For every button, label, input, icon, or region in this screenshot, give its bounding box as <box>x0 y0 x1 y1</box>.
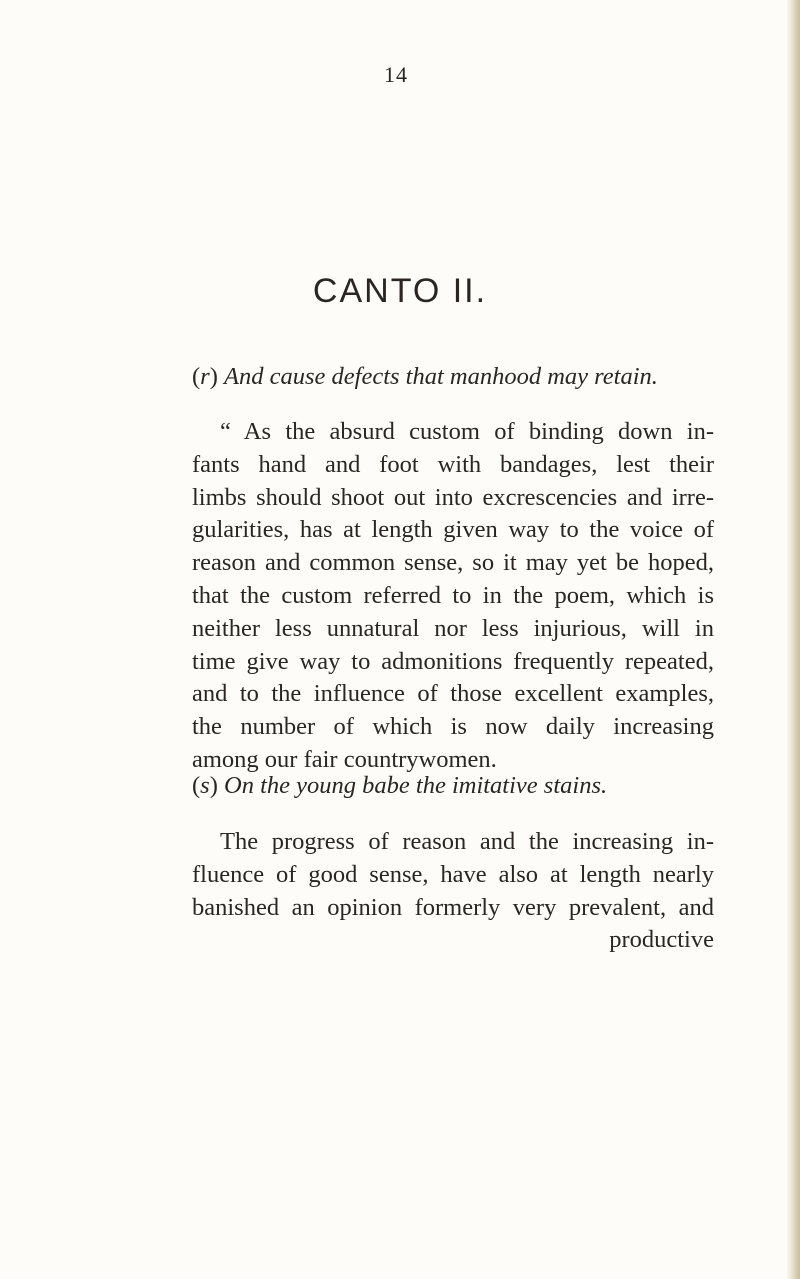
note-s-body <box>192 826 714 957</box>
body-line: fluence of good sense, have also at length nearly <box>192 860 714 888</box>
body-line: gularities, has at length given way to the voice of <box>192 516 714 544</box>
body-line: the number of which is now daily increasing <box>192 713 714 741</box>
canto-title: CANTO II. <box>312 272 488 310</box>
body-line: reason and common sense, so it may yet be hoped, <box>192 549 714 577</box>
page-edge <box>786 0 800 1279</box>
body-line: fants hand and foot with bandages, lest their <box>192 450 714 478</box>
body-line: neither less unnatural nor less injurious, will in <box>192 614 714 642</box>
page-number: 14 <box>384 62 408 87</box>
body-line: that the custom referred to in the poem, which is <box>192 581 714 609</box>
body-line: time give way to admonitions frequently repeated, <box>192 647 714 675</box>
note-r-heading <box>192 363 658 391</box>
body-line: The progress of reason and the increasing in- <box>220 828 714 855</box>
note-marker: (s) <box>192 772 218 799</box>
body-line: banished an opinion formerly very prevalent, and <box>192 893 714 921</box>
catchword: productive <box>609 926 714 954</box>
body-line: and to the influence of those excellent examples, <box>192 680 714 708</box>
note-quote: On the young babe the imitative stains. <box>224 772 608 799</box>
note-s-heading <box>192 772 607 800</box>
note-marker: (r) <box>192 363 218 390</box>
note-r-body <box>192 416 714 777</box>
note-quote: And cause defects that manhood may retain. <box>224 363 658 390</box>
body-line: “ As the absurd custom of binding down in- <box>220 418 714 445</box>
body-line: limbs should shoot out into excrescencies and irre- <box>192 483 714 511</box>
body-line: among our fair countrywomen. <box>192 745 497 773</box>
